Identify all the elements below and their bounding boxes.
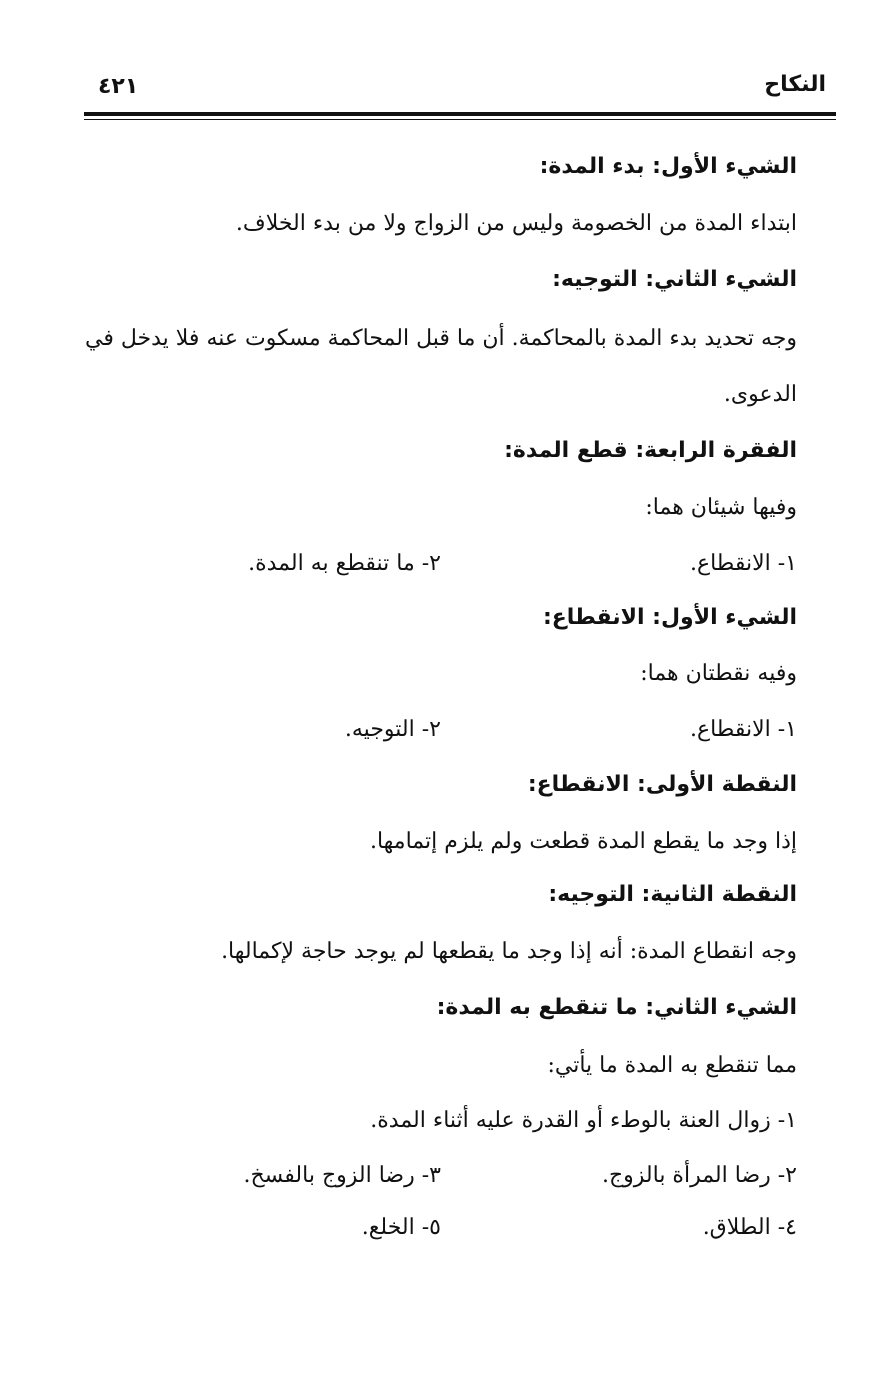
paragraph-two-things: وفيها شيئان هما: bbox=[645, 495, 797, 520]
header-rule-thin bbox=[84, 119, 836, 120]
list-item: ١- الانقطاع. bbox=[689, 551, 797, 576]
heading-justification-1: الشيء الثاني: التوجيه: bbox=[552, 267, 797, 292]
paragraph-justification-line-1: وجه تحديد بدء المدة بالمحاكمة. أن ما قبل المحاكمة مسكوت عنه فلا يدخل في bbox=[85, 326, 797, 351]
list-item: ٣- رضا الزوج بالفسخ. bbox=[243, 1163, 441, 1188]
running-title: النكاح bbox=[764, 72, 826, 97]
paragraph-what-interrupts: مما تنقطع به المدة ما يأتي: bbox=[547, 1053, 797, 1078]
header-rule-thick bbox=[84, 112, 836, 116]
list-item: ٤- الطلاق. bbox=[702, 1215, 797, 1240]
page-header bbox=[84, 70, 836, 104]
page-number: ٤٢١ bbox=[98, 74, 139, 99]
list-item: ٥- الخلع. bbox=[361, 1215, 441, 1240]
heading-what-interrupts: الشيء الثاني: ما تنقطع به المدة: bbox=[436, 995, 797, 1020]
heading-section-four: الفقرة الرابعة: قطع المدة: bbox=[504, 438, 797, 463]
list-row bbox=[85, 1211, 797, 1245]
heading-start-of-period: الشيء الأول: بدء المدة: bbox=[539, 154, 797, 179]
paragraph-second-point: وجه انقطاع المدة: أنه إذا وجد ما يقطعها لم يوجد حاجة لإكمالها. bbox=[221, 939, 797, 964]
list-item: ٢- التوجيه. bbox=[344, 717, 441, 742]
paragraph-justification-line-2: الدعوى. bbox=[723, 382, 797, 407]
paragraph-first-point: إذا وجد ما يقطع المدة قطعت ولم يلزم إتمامها. bbox=[369, 829, 797, 854]
heading-interruption: الشيء الأول: الانقطاع: bbox=[542, 605, 797, 630]
list-item: ٢- ما تنقطع به المدة. bbox=[248, 551, 441, 576]
paragraph-start-of-period: ابتداء المدة من الخصومة وليس من الزواج ولا من بدء الخلاف. bbox=[235, 211, 797, 236]
heading-second-point: النقطة الثانية: التوجيه: bbox=[548, 882, 797, 907]
paragraph-two-points: وفيه نقطتان هما: bbox=[640, 661, 797, 686]
list-two-things bbox=[85, 547, 797, 581]
list-row bbox=[85, 1159, 797, 1193]
list-item: ٢- رضا المرأة بالزوج. bbox=[601, 1163, 797, 1188]
list-item: ١- زوال العنة بالوطء أو القدرة عليه أثناء المدة. bbox=[370, 1108, 797, 1133]
list-item: ١- الانقطاع. bbox=[689, 717, 797, 742]
list-two-points bbox=[85, 713, 797, 747]
heading-first-point: النقطة الأولى: الانقطاع: bbox=[527, 772, 797, 797]
